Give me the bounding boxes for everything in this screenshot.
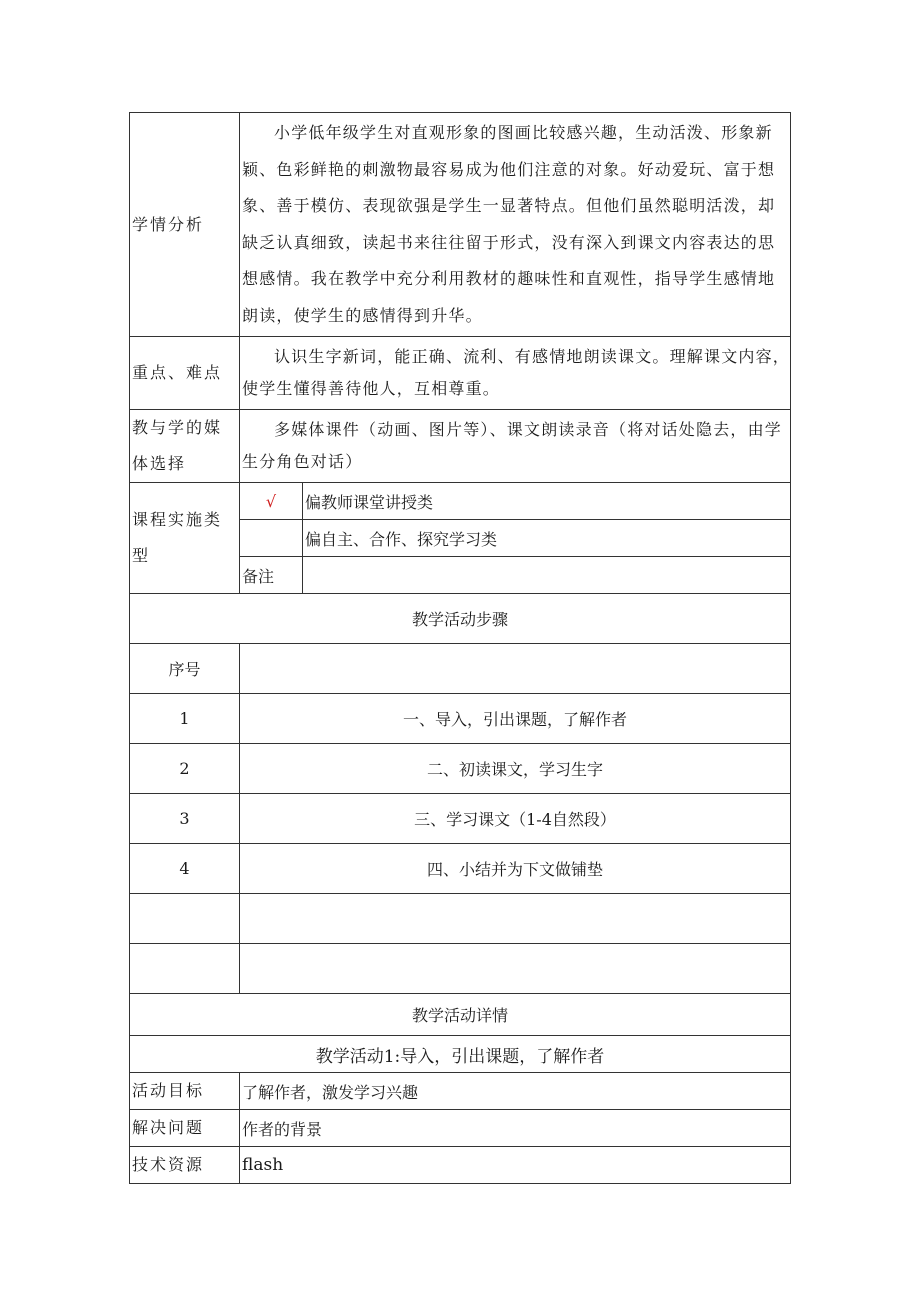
step-row	[130, 844, 791, 894]
note-label: 备注	[240, 557, 303, 594]
key-points-label: 重点、难点	[130, 337, 240, 410]
goal-label: 活动目标	[130, 1073, 240, 1110]
step-text: 二、初读课文，学习生字	[240, 744, 791, 794]
seq-header: 序号	[130, 644, 240, 694]
media-label: 教与学的媒体选择	[130, 410, 240, 483]
checkmark-icon: √	[240, 483, 303, 520]
course-type-option-2: 偏自主、合作、探究学习类	[303, 520, 791, 557]
step-row-empty	[130, 894, 791, 944]
problem-row	[130, 1110, 791, 1147]
lesson-plan-table	[129, 112, 791, 1184]
step-number: 4	[130, 844, 240, 894]
steps-heading-row	[130, 594, 791, 644]
details-heading-row	[130, 994, 791, 1036]
analysis-row	[130, 113, 791, 337]
activity-title-row	[130, 1036, 791, 1073]
course-type-row-1	[130, 483, 791, 520]
seq-header-empty	[240, 644, 791, 694]
course-type-check-empty	[240, 520, 303, 557]
tech-value: flash	[240, 1147, 791, 1184]
step-number: 3	[130, 794, 240, 844]
problem-label: 解决问题	[130, 1110, 240, 1147]
course-type-option-1: 偏教师课堂讲授类	[303, 483, 791, 520]
analysis-label: 学情分析	[130, 113, 240, 337]
tech-label: 技术资源	[130, 1147, 240, 1184]
step-row	[130, 794, 791, 844]
problem-value: 作者的背景	[240, 1110, 791, 1147]
note-value	[303, 557, 791, 594]
steps-heading: 教学活动步骤	[130, 594, 791, 644]
analysis-text: 小学低年级学生对直观形象的图画比较感兴趣，生动活泼、形象新颖、色彩鲜艳的刺激物最容易成为他们注意的对象。好动爱玩、富于想象、善于模仿、表现欲强是学生一显著特点。但他们虽然聪明活泼，却缺乏认真细致，读起书来往往留于形式，没有深入到课文内容表达的思想感情。我在教学中充分利用教材的趣味性和直观性，指导学生感情地朗读，使学生的感情得到升华。	[240, 113, 791, 337]
empty-cell	[240, 894, 791, 944]
goal-row	[130, 1073, 791, 1110]
details-heading: 教学活动详情	[130, 994, 791, 1036]
activity-title: 教学活动1:导入，引出课题，了解作者	[130, 1036, 791, 1073]
step-row	[130, 694, 791, 744]
empty-cell	[130, 944, 240, 994]
key-points-row	[130, 337, 791, 410]
empty-cell	[130, 894, 240, 944]
tech-row	[130, 1147, 791, 1184]
steps-header-row	[130, 644, 791, 694]
empty-cell	[240, 944, 791, 994]
step-number: 1	[130, 694, 240, 744]
course-type-label: 课程实施类型	[130, 483, 240, 594]
step-text: 四、小结并为下文做铺垫	[240, 844, 791, 894]
step-row	[130, 744, 791, 794]
media-text: 多媒体课件（动画、图片等）、课文朗读录音（将对话处隐去，由学生分角色对话）	[240, 410, 791, 483]
step-number: 2	[130, 744, 240, 794]
step-text: 一、导入，引出课题，了解作者	[240, 694, 791, 744]
step-row-empty	[130, 944, 791, 994]
media-row	[130, 410, 791, 483]
step-text: 三、学习课文（1-4自然段）	[240, 794, 791, 844]
goal-value: 了解作者，激发学习兴趣	[240, 1073, 791, 1110]
key-points-text: 认识生字新词，能正确、流利、有感情地朗读课文。理解课文内容，使学生懂得善待他人，互相尊重。	[240, 337, 791, 410]
